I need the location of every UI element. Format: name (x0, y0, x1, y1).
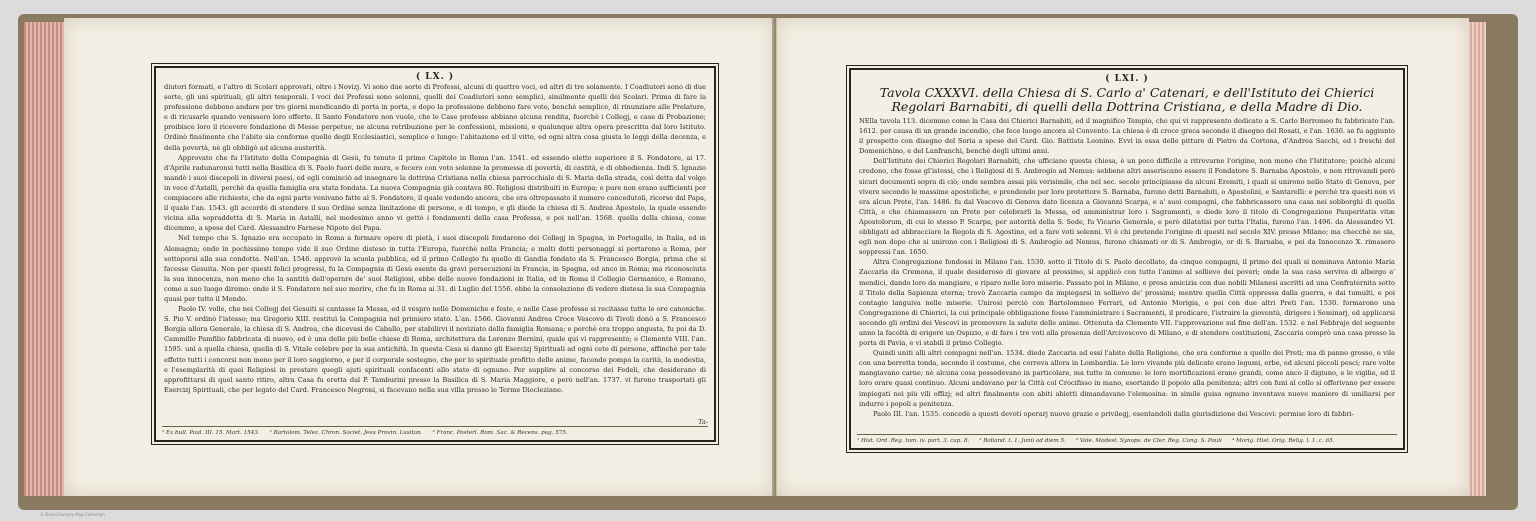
left-fore-edge (24, 22, 68, 496)
right-paragraph: Altra Congregazione fondossi in Milano l'an. 1530. sotto il Titolo di S. Paolo decollato, da cinque compagni, il primo dei quali si nominava Antonio Maria Zaccaria da Cremona, il quale desideroso di giovare al prossimo, si applicò con tutto l'animo al sollievo dei poveri; onde la sua casa serviva di albergo a' mendici, dando loro da mangiare, e riparo nelle loro miserie. Passato poi in Milano, e presa amicizia con due nobili Milanesi ascritti ad una Confraternita sotto il Titolo della Sapienza eterna; trovò Zaccaria campo da impiegarsi in sollievo de' prossimi; mentre quella Città oppressa dalla guerra, e dai tumulti, e poi contagio languiva nelle miserie. Unirosi perciò con Bartolommeo Ferrari, ed Antonio Morigia, e poi con due altri Preti l'an. 1530. formarono una Congregazione di Chierici, la cui principale obbligazione fosse l'amministrare i Sacramenti, il predicare, l'istruire la gioventù, dirigere i Seminarj, ed applicarsi secondo gli ordini dei Vescovi in promovere la salute delle anime. Ottenuta da Clemente VII. l'approvazione sul fine dell'an. 1532. e nel Febbrajo del seguente anno la facoltà di erigere un Ospizio, e di fare i tre voti alla presenza dell'Arcivescovo di Milano, e di stendere costituzioni, Zaccaria comprò una casa presso la porta di Pavia, e vi stabilì il primo Collegio. (859, 258, 1395, 348)
plate-title: Tavola CXXXVI. della Chiesa di S. Carlo a' Catenari, e dell'Istituto dei Chierici Regolari Barnabiti, di quelli della Dottrina Cristiana, e della Madre di Dio. (879, 85, 1375, 114)
left-page (64, 18, 775, 496)
footnote: ¹ Ex bull. Paul. III. 15. Mart. 1543. (162, 430, 260, 436)
left-paragraph: Paolo IV. volle, che nei Collegj dei Gesuiti si cantasse la Messa, ed il vespro nelle Domeniche e feste, e nelle Case professe si recitasse tutte le ore canoniche. S. Pio V. ordinò l'istesso; ma Gregorio XIII. restituì la Compagnia nel primiero stato. L'an. 1566. Giovanni Andrea Croce Vescovo di Tivoli donò a S. Francesco Borgia allora Generale, la chiesa di S. Andrea, che dicevasi de Caballo, per stabilirvi il noviziato della famiglia Romana; e perchè era troppo angusta, fu poi da D. Cammillo Pamfilio fabbricata di nuovo, ed è una delle più belle chiese di Roma, architettura da Lorenzo Bernini, quale qui vi rappresento; e Clemente VIII. l'an. 1595. unì a quella chiesa, quella di S. Vitale celebre per la sua antichità. In questa Casa si danno gli Esercizj Spirituali ad ogni ceto di persone, affinchè per tale effetto tutti i concorsi non meno per il loro soggiorno, e per il corporale sostegno, che per lo spirituale profitto delle anime, facendo pompa la carità, la modestia, e l'esemplarità di quei Religiosi in prestare quegli ajuti spirituali confacenti allo stato di ognuno. Per supplire al concorso dei Fedeli, che desiderano di approfittarsi di quel santo ritiro, altra Casa fu eretta dal P. Tamburini presso la Basilica di S. Maria Maggiore, e però nell'an. 1737. vi furono trasportati gli Esercizj Spirituali, che per legato del Card. Francesco Negroni, si facevano nella sua villa presso le Terme Diocleziane. (164, 305, 706, 394)
footnote: ² Bartolom. Telez. Chron. Societ. Jesu Provin. Lusitan. (269, 430, 423, 436)
right-page (776, 18, 1469, 496)
collection-credit: © David Rumsey Map Collection (40, 512, 105, 517)
footnote: ¹ Hist. Ord. Reg. tom. iv. part. 3. cap. 8. (857, 438, 970, 444)
left-paragraph: diutori formati, e l'altro di Scolari approvati, oltre i Novizj. Vi sono due sorte di Professi, alcuni di quattro voci, ed altri di tre solamente. I Coadiutori sono di due sorte, gli uni spirituali, gli altri temporali. I voci dei Professi sono solenni, quelli dei Coadiutori sono semplici, similmente quelli dei Scolari. Prima di fare la professione debbono andare per tre giorni mendicando di porta in porta, e dopo la professione debbono fare voto, benchè semplice, di rinunziare alle Prelature, e di ricusarle quando venissero loro offerte. Il Santo Fondatore non vuole, che le Case professe abbiano alcuna rendita, fuorchè i Collegj, e case di Probazione; proibisce loro il ricevere fondazione di Messe perpetue, ne alcuna retribuzione per le confessioni, missioni, e qualunque altra opera prescritta dal loro Istituto. Ordinò finalmente che l'abito sia conforme quello degli Ecclesiastici, semplice e lungo: l'abitazione ed il vitto, ed ogni altra cosa giusta le leggi della decenza, e della povertà, nè gli obbligò ad alcuna austerità. (164, 83, 706, 152)
left-page-number: ( LX. ) (415, 72, 455, 82)
left-paragraph: Approvato che fu l'Istituto della Compagnia di Gesù, fu tenuto il primo Capitolo in Roma l'an. 1541. ed essendo eletto superiore il S. Fondatore, ai 17. d'Aprile radunaronsi tutti nella Basilica di S. Paolo fuori delle mura, e fecero con voto solenne la promessa di povertà, di castità, e di obbedienza. Indi S. Ignazio mandò i suoi discepoli in diversi paesi, ed egli cominciò ad insegnare la dottrina Cristiana nella chiesa parrocchiale di S. Maria della strada, così detta dal volgo in vece d'Astalli, perchè da quella famiglia era stata fondata. La nuova Compagnia già contava 80. Religiosi distribuiti in Europa; e pure non erano sufficienti per compiacere alle richieste, che da ogni parte venivano fatte al S. Fondatore, il quale vedendo ancora, che era oltrepassato il numero concedutoli, ricorse dal Papa, il quale l'an. 1543. gli accordò di stendere il suo Ordine senza limitazione di persone, e di tempo, e gli diede la chiesa di S. Andrea Apostolo, la quale essendo vicina alla sopraddetta di S. Maria in Astalli, nel medesimo anno vi gettò i fondamenti della casa Professa, e poi nell'an. 1568. quella della chiesa, come dicemmo, a spese del Card. Alessandro Farnese Nipote del Papa. (164, 153, 706, 233)
footnote: ⁴ Morig. Hist. Orig. Relig. l. 1. c. 65. (1231, 438, 1335, 444)
footnote: ² Bolland. t. 1. Junii ad diem 5. (979, 438, 1066, 444)
left-paragraph: Nel tempo che S. Ignazio era occupato in Roma a formare opere di pietà, i suoi discepoli fondarono dei Collegj in Spagna, in Portogallo, in Italia, ed in Alemagna; onde in pochissimo tempo vide il suo Ordine disteso in tutta l'Europa, fuorchè nella Francia; e molti dotti personaggi si portarono a Roma, per sottoporsi alla sua condotta. Nell'an. 1546. approvò la scuola pubblica, ed il primo Collegio fu quello di Gandia fondato da S. Francesco Borgia, prima che si facesse Gesuita. Non per questi felici progressi, fu la Compagnia di Gesù esente da gravi persecuzioni in Francia, in Spagna, ed anco in Roma; ma riconosciuta la sua innocenza, non meno che la santità dell'operare de' suoi Religiosi, ebbe delle nuove fondazioni in Italia, ed in Roma il Collegio Germanico, e Romano, come a suo luogo diremo: onde il S. Fondatore nel suo morire, che fu in Roma ai 31. di Luglio del 1556. ebbe la consolazione di vedere distesa la sua Compagnia quasi per tutto il Mondo. (164, 234, 706, 303)
left-text-frame (154, 66, 716, 442)
footnote: ³ Franc. Posterl. Rom. Sac. & Recens. pag. 575. (432, 430, 568, 436)
right-footnotes (857, 434, 1397, 445)
left-body-text (156, 82, 714, 395)
right-body-text (851, 116, 1403, 419)
right-paragraph: Dell'Istituto dei Chierici Regolari Barnabiti, che ufficiano questa chiesa, è un poco difficile a ritrovarne l'origine, non meno che l'Istitutore; poichè alcuni credono, che fosse gl'istessi, che i Religiosi di S. Ambrogio ad Nemus: sebbene altri asseriscano essere il Fondatore S. Barnaba Apostolo, e non ritrovandi però sicuri documenti sopra di ciò; onde sembra assai più verisimile, che nel sec. secolo principiasse da alcuni Eremiti, i quali si unirono nello Stato di Genova, per vivere secondo le massime apostoliche, e prendendo per loro protettore S. Barnaba, furono detti Barnabiti, o Apostolini, e Santarelli: e perchè tra questi non vi era alcun Prete, l'an. 1486. fu dal Vescovo di Genova dato licenza a Giovanni Scarpa, e a' suoi compagni, che fabbricassero una casa nei sobborghi di quella Città, e che chiamassero un Prete per celebrarli la Messa, ed amministrar loro i Sagramenti, e diede loro il titolo di Congregazione Pauperitatis vitæ Apostolorum, di cui lo stesso P. Scarpa, per autorità della S. Sede, fu Vicario Generale, e però dilatatisi per tutta l'Italia, furono l'an. 1496. da Alessandro VI. obbligati ad abbracciare la Regola di S. Agostino, ed a fare voti solenni. Vi è chi pretende l'origine di questi nel secolo XIV. presso Milano; ma checchè ne sia, egli non dopo che si unirono con i Religiosi di S. Ambrogio ad Nemus, furono chiamati or di S. Ambrogio, or di S. Barnaba, e poi da Innocenzo X. rimasero soppressi l'an. 1650. (859, 157, 1395, 257)
right-paragraph: NElla tavola 113. dicemmo come la Casa dei Chierici Barnabiti, ed il magnifico Tempio, che qui vi rappresento dedicato a S. Carlo Borromeo fu fabbricato l'an. 1612. per causa di un grande incendio, che fece luogo ancora al Convento. La chiesa è di croce greca secondo il disegno del Rosati, e l'an. 1636. se fu aggiunto il prospetto con disegno del Soria a spese del Card. Gio. Battista Leonino. Evvi in essa delle pitture di Pietro da Cortona, d'Andrea Sacchi, ed i freschi del Domenichino, e del Lanfranchi, benchè degli ultimi anni. (859, 117, 1395, 156)
right-paragraph: Quindi uniti alli altri compagni nell'an. 1534. diede Zaccaria ad essi l'abito della Religione, che era conforme a quello dei Preti; ma di panno grosso, e vile con una berretta tonda, secondo il costume, che correva allora in Lombardia. Le loro vivande più delicate erano legumi, erbe, ed alcuni piccoli pesci; rare volte mangiavano carne; nè alcuna cosa possedevano in particolare, ma tutto in comune: le loro mortificazioni erano grandi, come anco il digiuno, e le vigilie, ed il loro orare quasi continuo. Alcuni andavano per la Città col Crocifisso in mano, esortando il popolo alla penitenza; altri con funi al collo si offerivano per essere impiegati nei più vili offizj; ed altri finalmente con abiti abietti dimandavano l'elemosina: in simile guisa ognuno inventava nuove maniere di umiliarsi per indurre i popoli a penitenza. (859, 349, 1395, 408)
right-page-number: ( LXI. ) (1105, 74, 1149, 84)
right-paragraph: Paolo III. l'an. 1535. concedè a questi devoti operarj nuove grazie e privilegj, esentandoli dalla giurisdizione dei Vescovi: permise loro di fabbri- (873, 409, 1354, 418)
left-catchword: Ta- (698, 418, 708, 426)
right-text-frame (849, 68, 1405, 450)
footnote: ³ Vale. Modest. Synops. de Cler. Reg. Cong. S. Pauli (1075, 438, 1222, 444)
left-footnotes (162, 426, 708, 437)
